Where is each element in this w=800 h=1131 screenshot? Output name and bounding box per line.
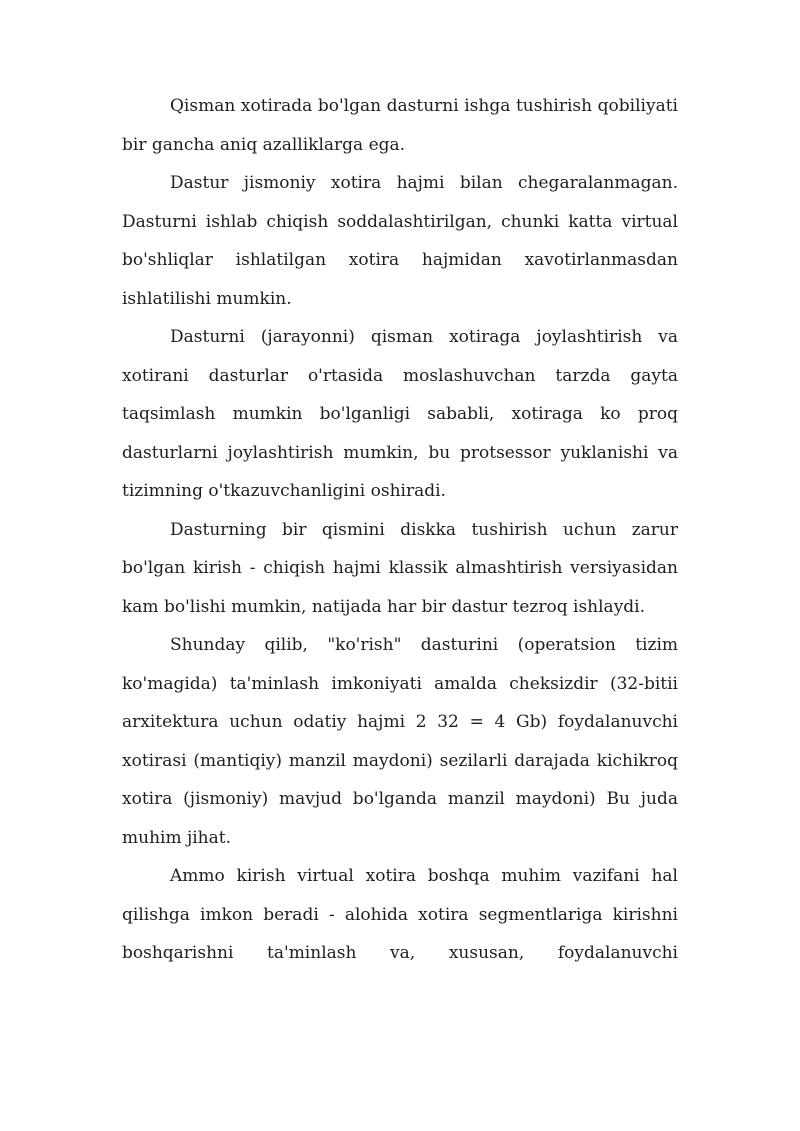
paragraph-3: Dasturni (jarayonni) qisman xotiraga joylashtirish va xotirani dasturlar o'rtasida moslashuvchan tarzda gayta taqsimlash mumkin bo'lganligi sababli, xotiraga ko proq dasturlarni joylashtirish mumkin, bu protsessor yuklanishi va tizimning o'tkazuvchanligini oshiradi. <box>122 327 678 501</box>
document-page <box>122 87 678 973</box>
paragraph-5: Shunday qilib, "ko'rish" dasturini (operatsion tizim ko'magida) ta'minlash imkoniyati amalda cheksizdir (32-bitii arxitektura uchun odatiy hajmi 2 32 = 4 Gb) foydalanuvchi xotirasi (mantiqiy) manzil maydoni) sezilarli darajada kichikroq xotira (jismoniy) mavjud bo'lganda manzil maydoni) Bu juda muhim jihat. <box>122 635 678 848</box>
paragraph-6: Ammo kirish virtual xotira boshqa muhim vazifani hal qilishga imkon beradi - alohida xotira segmentlariga kirishni boshqarishni ta'minlash va, xususan, foydalanuvchi <box>122 866 678 963</box>
paragraph-4: Dasturning bir qismini diskka tushirish uchun zarur bo'lgan kirish - chiqish hajmi klassik almashtirish versiyasidan kam bo'lishi mumkin, natijada har bir dastur tezroq ishlaydi. <box>122 519 678 617</box>
paragraph-2: Dastur jismoniy xotira hajmi bilan chegaralanmagan. Dasturni ishlab chiqish soddalashtirilgan, chunki katta virtual bo'shliqlar ishlatilgan xotira hajmidan xavotirlanmasdan ishlatilishi mumkin. <box>122 173 678 309</box>
paragraph-1: Qisman xotirada bo'lgan dasturni ishga tushirish qobiliyati bir gancha aniq azalliklarga ega. <box>122 96 678 155</box>
